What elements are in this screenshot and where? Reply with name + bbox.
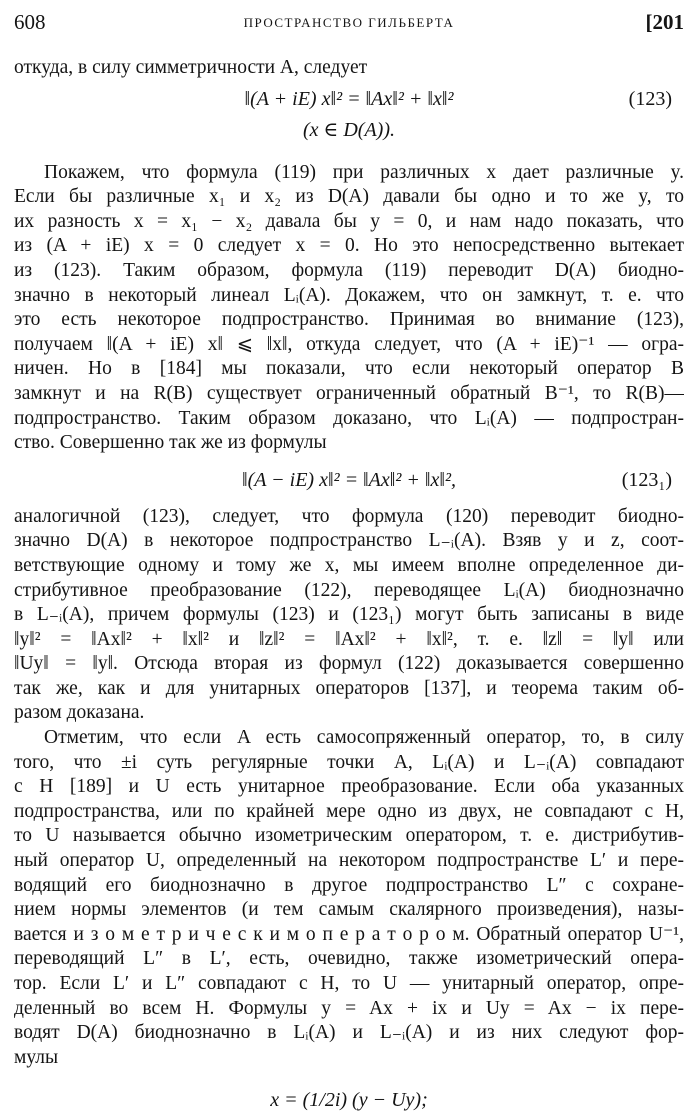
- text-line: замкнут и на R(B) существует ограниченный обратный B⁻¹, то R(B)—: [14, 382, 684, 404]
- equation-number: (123): [628, 87, 672, 110]
- equation-123: [14, 87, 684, 112]
- equation-text: (x ∈ D(A)).: [303, 118, 395, 141]
- text-line: ‖y‖² = ‖Ax‖² + ‖x‖² и ‖z‖² = ‖Ax‖² + ‖x‖², т. е. ‖z‖ = ‖y‖ или: [14, 628, 684, 650]
- text-line: значно в некоторый линеал Lᵢ(A). Докажем, что он замкнут, т. е. что: [14, 284, 684, 306]
- text-line: того, что ±i суть регулярные точки A, Lᵢ(A) и L₋ᵢ(A) совпадают: [14, 751, 684, 773]
- text-line: это есть некоторое подпространство. Принимая во внимание (123),: [14, 309, 684, 331]
- page-body: [14, 56, 684, 1113]
- text-line: из (A + iE) x = 0 следует x = 0. Но это непосредственно вытекает: [14, 235, 684, 257]
- text-line: мулы: [14, 1046, 59, 1068]
- text-line: деленный во всем H. Формулы y = Ax + ix и Uy = Ax − ix пере-: [14, 997, 684, 1019]
- text-line: водят D(A) биоднозначно в Lᵢ(A) и L₋ᵢ(A) и из них следуют фор-: [14, 1022, 684, 1044]
- text-line: аналогичной (123), следует, что формула (120) переводит биодно-: [14, 505, 684, 527]
- text-line: ‖Uy‖ = ‖y‖. Отсюда вторая из формул (122) доказывается совершенно: [14, 653, 684, 675]
- equation-text: ‖(A − iE) x‖² = ‖Ax‖² + ‖x‖²,: [242, 468, 456, 491]
- running-title: ПРОСТРАНСТВО ГИЛЬБЕРТА: [243, 15, 455, 30]
- equation-text: x = (1/2i) (y − Uy);: [270, 1089, 428, 1112]
- equation-condition: [14, 118, 684, 143]
- running-header: [14, 10, 684, 40]
- text-line: нием нормы элементов (и тем самым скалярного произведения), назы-: [14, 899, 684, 921]
- text-line: переводящий L″ в L′, есть, очевидно, также изометрический опера-: [14, 948, 684, 970]
- text-line: то U называется обычно изометрическим оператором, т. е. дистрибутив-: [14, 825, 684, 847]
- equation-text: ‖(A + iE) x‖² = ‖Ax‖² + ‖x‖²: [244, 87, 454, 110]
- text-line: подпространство. Таким образом доказано, что Lᵢ(A) — подпростран-: [14, 407, 684, 429]
- text-line: так же, как и для унитарных операторов [137], и теорема таким об-: [14, 677, 684, 699]
- page-number: 608: [14, 10, 46, 34]
- text-line: водящий его биоднозначно в другое подпространство L″ с сохране-: [14, 874, 684, 896]
- text-line: получаем ‖(A + iE) x‖ ⩽ ‖x‖, откуда следует, что (A + iE)⁻¹ — огра-: [14, 333, 684, 355]
- text-line: разом доказана.: [14, 702, 145, 724]
- text-line: ство. Совершенно так же из формулы: [14, 432, 327, 454]
- equation-final: [14, 1088, 684, 1113]
- text-line: Отметим, что если A есть самосопряженный оператор, то, в силу: [44, 727, 684, 749]
- equation-number: (123₁): [621, 468, 672, 491]
- text-line: с H [189] и U есть унитарное преобразование. Если оба указанных: [14, 776, 684, 798]
- text-line: вается и з о м е т р и ч е с к и м о п е р а т о р о м. Обратный оператор U⁻¹,: [14, 923, 684, 945]
- text-line: тор. Если L′ и L″ совпадают с H, то U — унитарный оператор, опре-: [14, 973, 684, 994]
- text-line: из (123). Таким образом, формула (119) переводит D(A) биодно-: [14, 259, 684, 281]
- text-line: Покажем, что формула (119) при различных x дает различные y.: [44, 161, 684, 183]
- text-line: подпространства, или по крайней мере одно из двух, не совпадают с H,: [14, 800, 684, 822]
- text-line: значно D(A) в некоторое подпространство L₋ᵢ(A). Взяв y и z, соот-: [14, 530, 684, 552]
- text-line: их разность x = x₁ − x₂ давала бы y = 0, и нам надо показать, что: [14, 210, 684, 232]
- text-line: стрибутивное преобразование (122), переводящее Lᵢ(A) биоднозначно: [14, 579, 684, 601]
- section-number: [201: [645, 10, 684, 34]
- equation-123-1: [14, 468, 684, 493]
- text-line: откуда, в силу симметричности A, следует: [14, 57, 368, 78]
- text-line: ветствующие одному и тому же x, мы имеем вполне определенное ди-: [14, 554, 684, 576]
- text-line: ный оператор U, определенный на некотором подпространстве L′ и пере-: [14, 850, 684, 872]
- text-line: ничен. Но в [184] мы показали, что если некоторый оператор B: [14, 358, 684, 380]
- text-line: Если бы различные x₁ и x₂ из D(A) давали бы одно и то же y, то: [14, 186, 684, 208]
- text-line: в L₋ᵢ(A), причем формулы (123) и (123₁) могут быть записаны в виде: [14, 604, 684, 626]
